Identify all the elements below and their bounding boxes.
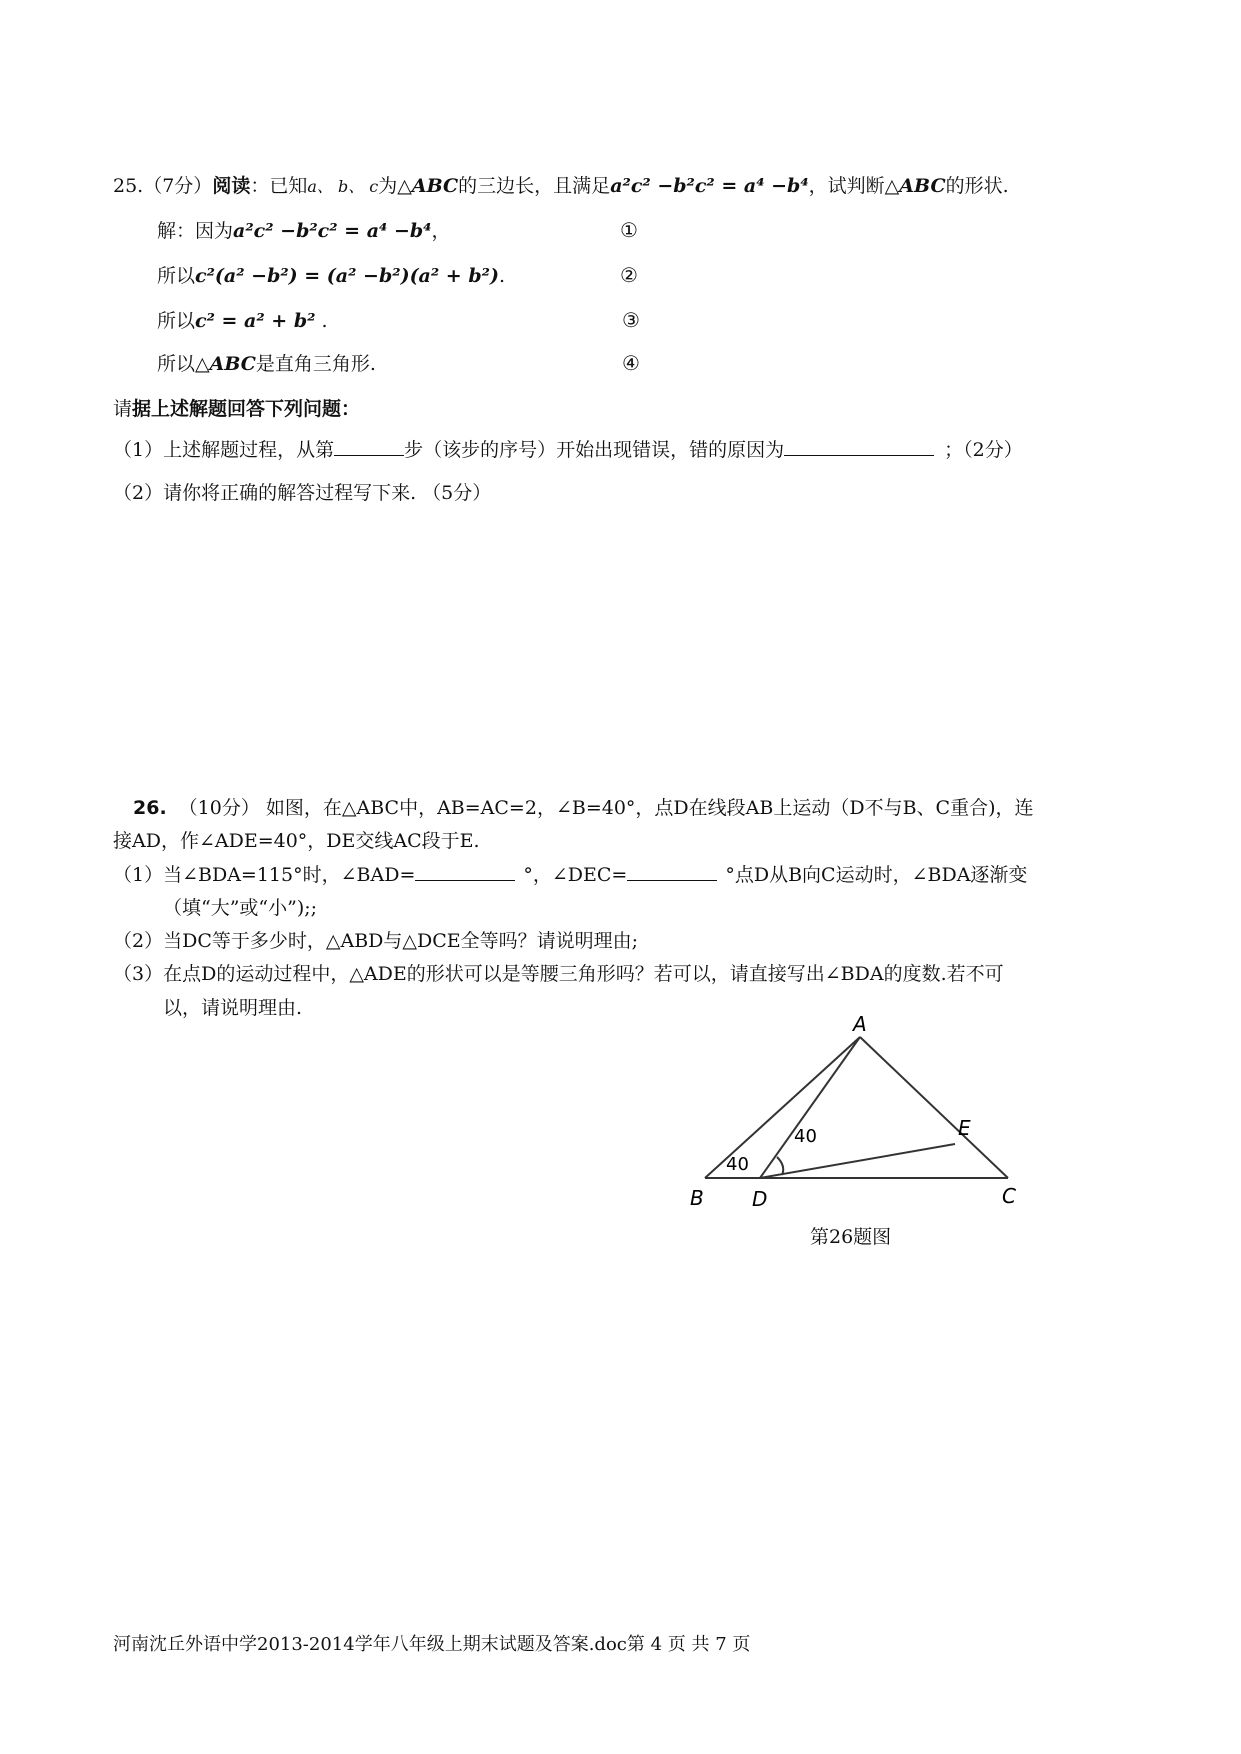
q26-line-1 xyxy=(133,795,1034,821)
step-marker-2: ② xyxy=(620,263,638,287)
q25-intro-e: 的形状. xyxy=(945,175,1009,197)
label-a: A xyxy=(853,1015,867,1036)
q25-score: （7分） xyxy=(143,175,213,197)
step2-math: c²(a² −b²) = (a² −b²)(a² + b²) xyxy=(195,265,499,287)
label-d: D xyxy=(752,1187,768,1211)
q25-vars: a、 b、 c xyxy=(307,177,379,196)
label-c: C xyxy=(1002,1184,1016,1208)
step-marker-4: ④ xyxy=(622,351,640,375)
q26-part-3: （3）在点D的运动过程中，△ADE的形状可以是等腰三角形吗？若可以，请直接写出∠BDA的度数.若不可 xyxy=(113,963,1004,985)
step4-prefix: 所以△ xyxy=(157,353,210,375)
step3-suffix: . xyxy=(315,310,328,332)
q25-header xyxy=(113,173,1009,200)
q25-step-3 xyxy=(157,308,328,334)
answer-blank-reason[interactable] xyxy=(784,437,934,456)
step1-math: a²c² −b²c² = a⁴ −b⁴ xyxy=(233,220,432,242)
angle-label-b: 40 xyxy=(726,1154,749,1175)
q25-number: 25. xyxy=(113,175,144,197)
figure-caption: 第26题图 xyxy=(810,1226,892,1248)
q25-p1-c: ；（2分） xyxy=(944,439,1023,461)
prompt-a: 请 xyxy=(113,398,133,420)
answer-blank-bad[interactable] xyxy=(415,862,515,881)
q25-part-2: （2）请你将正确的解答过程写下来. （5分） xyxy=(113,482,492,504)
step2-suffix: . xyxy=(498,265,505,287)
q25-step-4 xyxy=(157,351,376,377)
angle-arc-d xyxy=(777,1157,783,1175)
q25-intro-a: ：已知 xyxy=(250,175,308,197)
q26-part-1-cont: （填“大”或“小”);; xyxy=(163,897,318,919)
q25-intro-c: 的三边长，且满足 xyxy=(458,175,611,197)
step1-prefix: 解：因为 xyxy=(157,220,234,242)
q25-p1-b: 步（该步的序号）开始出现错误，错的原因为 xyxy=(404,439,785,461)
step-marker-3: ③ xyxy=(622,308,640,332)
answer-blank-step[interactable] xyxy=(334,437,404,456)
q26-number: 26. xyxy=(133,797,167,819)
q26-p1-b: °，∠DEC= xyxy=(523,864,628,886)
label-e: E xyxy=(958,1116,971,1140)
q25-prompt xyxy=(113,396,360,422)
segment-de xyxy=(760,1144,955,1178)
segment-ad xyxy=(760,1037,860,1178)
q25-intro-d: ，试判断△ xyxy=(808,175,900,197)
q25-part-1 xyxy=(113,437,1023,463)
step1-suffix: ， xyxy=(431,220,451,242)
q26-line-2: 接AD，作∠ADE=40°，DE交线AC段于E. xyxy=(113,830,480,852)
q25-step-2 xyxy=(157,263,505,289)
prompt-b: 据上述解题回答下列问题： xyxy=(132,398,361,420)
triangle-figure xyxy=(690,1015,1030,1215)
q25-triangle-name: ABC xyxy=(411,175,459,197)
page-footer: 河南沈丘外语中学2013-2014学年八年级上期末试题及答案.doc第 4 页 共 7 页 xyxy=(113,1634,751,1655)
q26-part-1 xyxy=(113,862,1027,888)
step4-triangle-name: ABC xyxy=(209,353,256,375)
step2-prefix: 所以 xyxy=(157,265,196,287)
step-marker-1: ① xyxy=(620,218,638,242)
q25-intro-b: 为△ xyxy=(378,175,412,197)
q26-stem-1: （10分） 如图，在△ABC中，AB=AC=2，∠B=40°，点D在线段AB上运动（D不与B、C重合)，连 xyxy=(178,797,1034,819)
step3-math: c² = a² + b² xyxy=(195,310,316,332)
step3-prefix: 所以 xyxy=(157,310,196,332)
step4-suffix: 是直角三角形. xyxy=(255,353,376,375)
q26-p1-a: （1）当∠BDA=115°时，∠BAD= xyxy=(113,864,416,886)
angle-label-d: 40 xyxy=(794,1126,817,1147)
answer-blank-dec[interactable] xyxy=(627,862,717,881)
q25-condition: a²c² −b²c² = a⁴ −b⁴ xyxy=(610,175,809,197)
q25-step-1 xyxy=(157,218,451,244)
q26-p1-c: °点D从B向C运动时，∠BDA逐渐变 xyxy=(725,864,1028,886)
label-b: B xyxy=(690,1186,704,1210)
q26-part-3-cont: 以，请说明理由. xyxy=(163,997,303,1019)
q25-p1-a: （1）上述解题过程，从第 xyxy=(113,439,335,461)
q26-part-2: （2）当DC等于多少时，△ABD与△DCE全等吗？请说明理由; xyxy=(113,930,639,952)
q25-read-label: 阅读 xyxy=(212,175,251,197)
q25-triangle-name-2: ABC xyxy=(899,175,946,197)
